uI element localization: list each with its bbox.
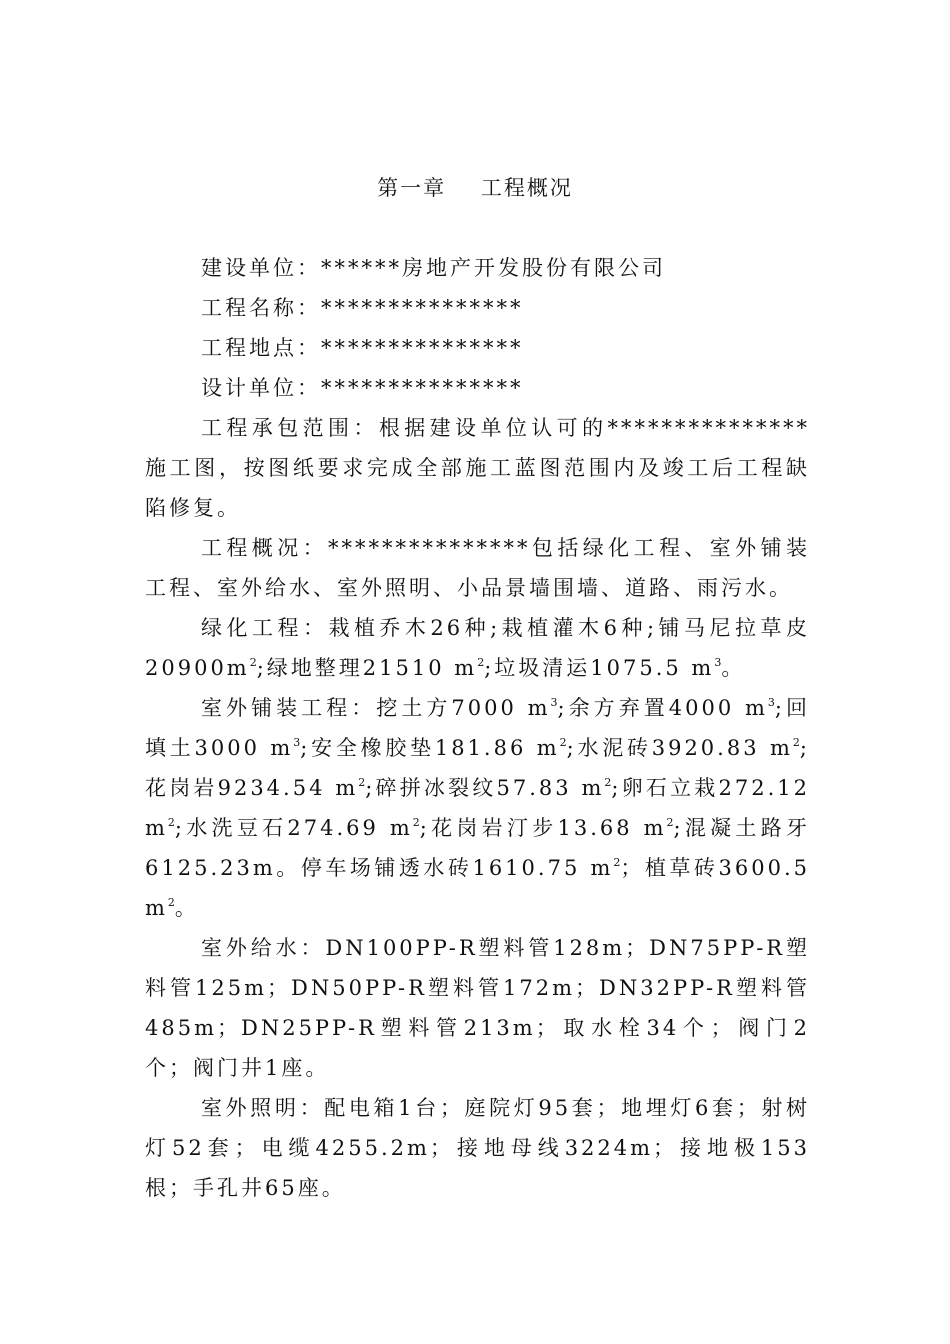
fact-design-unit	[145, 368, 810, 408]
paragraph-paving: 室外铺装工程：挖土方7000 $m^3$;余方弃置4000 $m^3$;回填土3000 $m^3$;安全橡胶垫181.86 $m^2$;水泥砖3920.83 $m^2$;花岗岩9234.54 $m^2$;碎拼冰裂纹57.83 $m^2$;卵石立栽272.12 $m^2$;水洗豆石274.69 $m^2$;花岗岩汀步13.68 $m^2$;混凝土路牙6125.23m。停车场铺透水砖1610.75 $m^2$；植草砖3600.5 $m^2$。	[145, 696, 811, 920]
paragraph-greening: 绿化工程：栽植乔木26种;栽植灌木6种;铺马尼拉草皮$20900m^2$;绿地整理21510 $m^2$;垃圾清运1075.5 $m^3$。	[145, 616, 810, 680]
chapter-title: 第一章 工程概况	[377, 176, 573, 200]
fact-construction-unit	[145, 248, 810, 288]
fact-label: 设计单位：	[201, 376, 321, 400]
paragraph-water-supply: 室外给水：DN100PP-R塑料管128m；DN75PP-R塑料管125m；DN50PP-R塑料管172m；DN32PP-R塑料管485m；DN25PP-R塑料管213m；取水栓34个；阀门2个；阀门井1座。	[145, 936, 810, 1080]
fact-value: ***************	[321, 376, 524, 400]
paragraph-lighting: 室外照明：配电箱1台；庭院灯95套；地埋灯6套；射树灯52套；电缆4255.2m；接地母线3224m；接地极153根；手孔井65座。	[145, 1096, 810, 1200]
fact-project-name	[145, 288, 810, 328]
fact-value: ***************	[321, 336, 524, 360]
fact-label: 建设单位：	[201, 256, 321, 280]
fact-label: 工程地点：	[201, 336, 321, 360]
paragraph-scope: 工程承包范围：根据建设单位认可的***************施工图，按图纸要求完成全部施工蓝图范围内及竣工后工程缺陷修复。	[145, 416, 810, 520]
fact-value: ***************	[321, 296, 524, 320]
document-body	[145, 248, 810, 1208]
paragraph-overview: 工程概况：***************包括绿化工程、室外铺装工程、室外给水、室外照明、小品景墙围墙、道路、雨污水。	[145, 536, 810, 600]
fact-value: ******房地产开发股份有限公司	[321, 256, 666, 280]
fact-label: 工程名称：	[201, 296, 321, 320]
fact-project-location	[145, 328, 810, 368]
